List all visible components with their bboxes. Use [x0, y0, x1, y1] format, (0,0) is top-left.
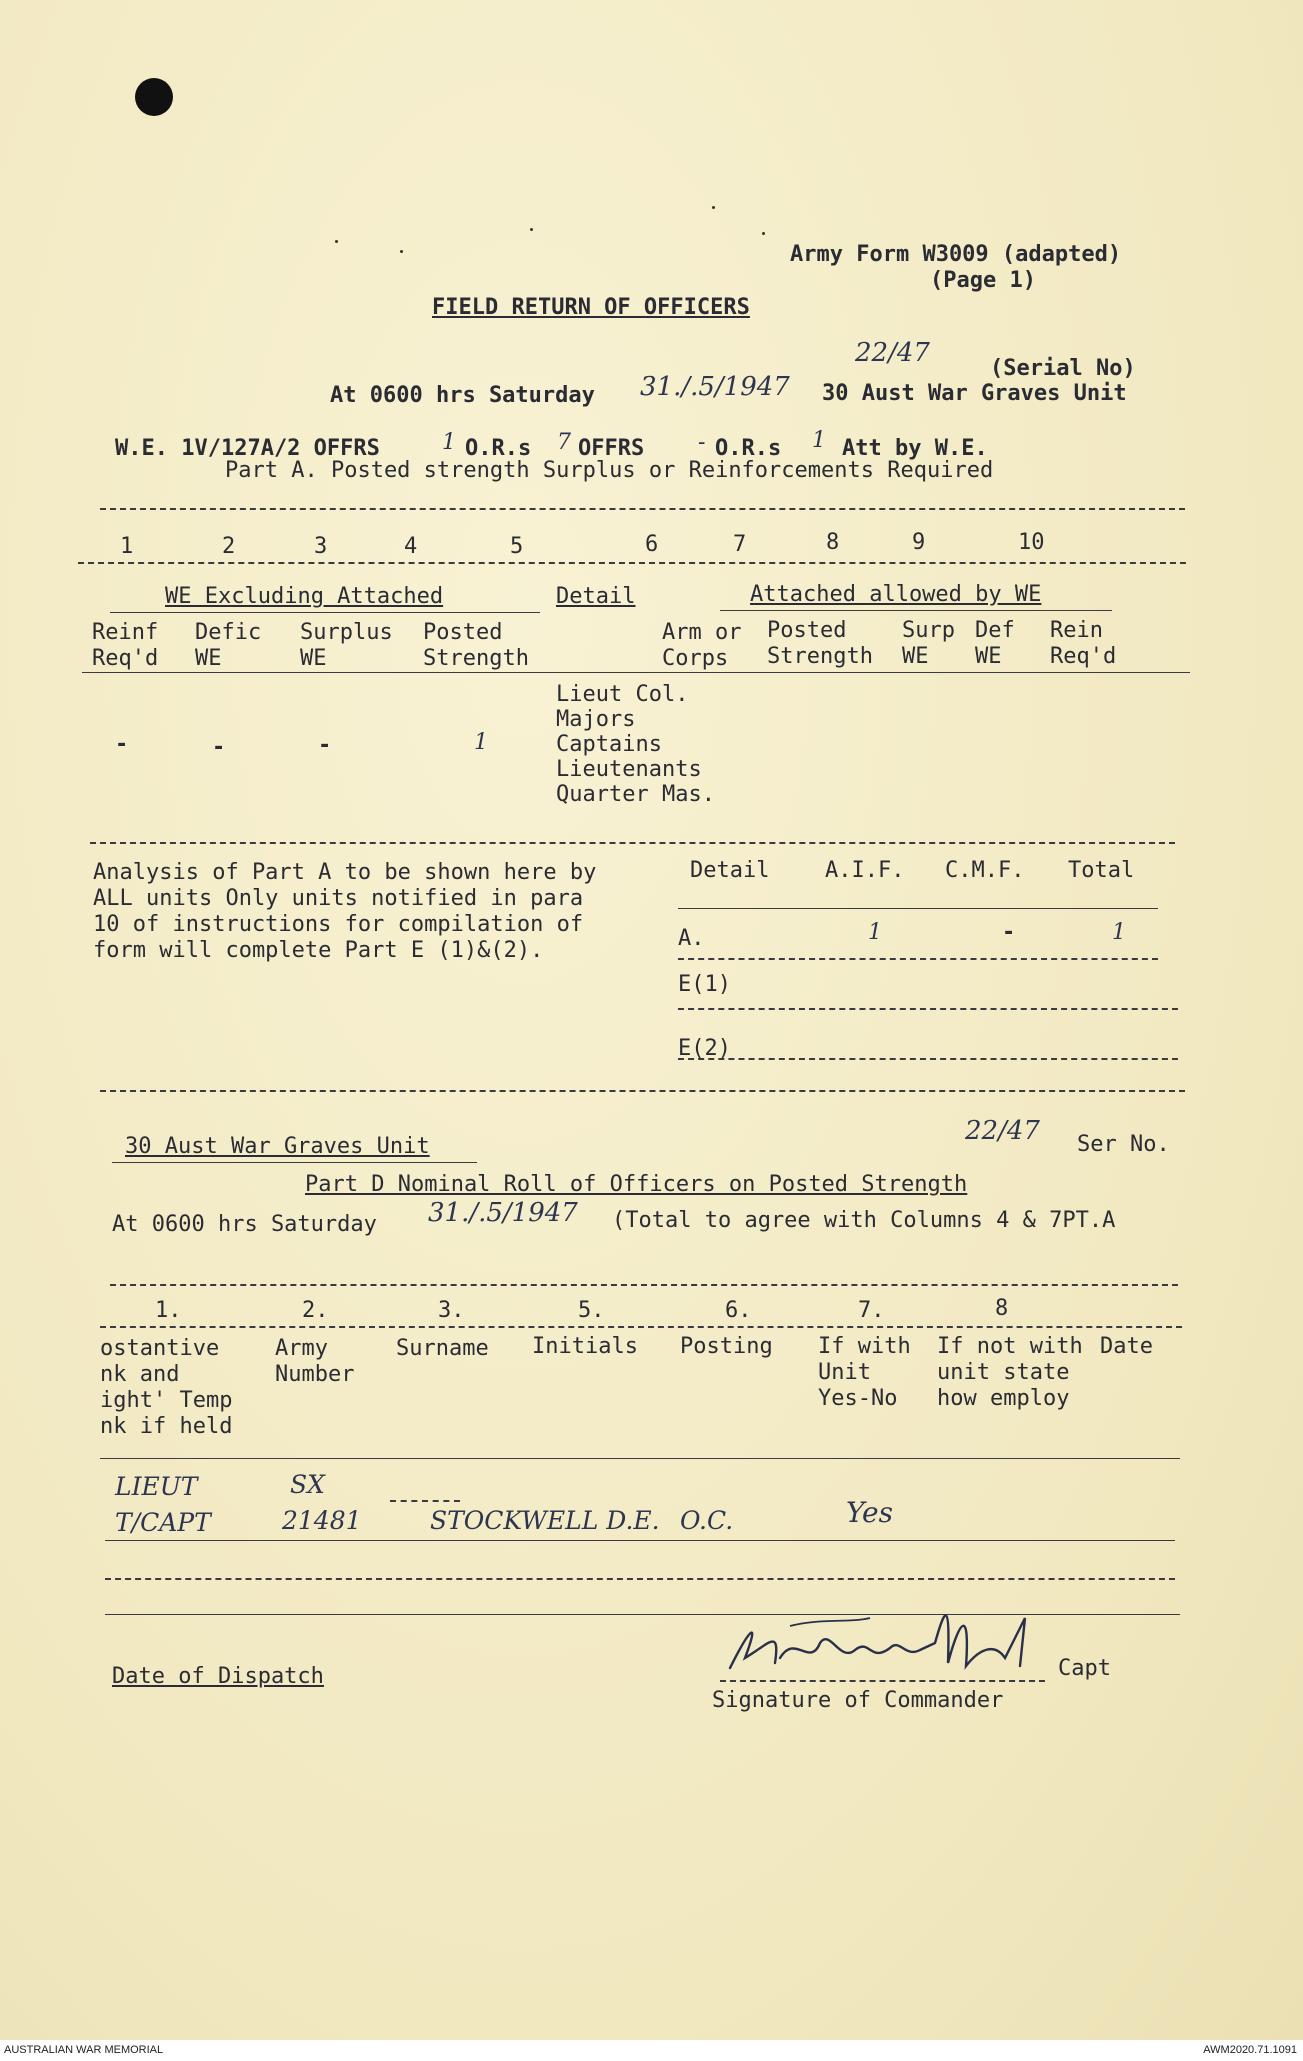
rule: [78, 562, 1186, 564]
rule: [112, 1162, 477, 1163]
analysis-header-detail: Detail: [690, 858, 770, 883]
archive-name: AUSTRALIAN WAR MEMORIAL: [4, 2044, 164, 2056]
speck: [762, 232, 765, 235]
analysis-total-value: 1: [1112, 920, 1126, 945]
rule: [105, 1540, 1175, 1541]
part-a-heading: Part A. Posted strength Surplus or Reinforcements Required: [225, 458, 994, 483]
archive-footer: [0, 2040, 1303, 2061]
col-num: 5: [510, 534, 524, 559]
analysis-header-aif: A.I.F.: [825, 858, 905, 883]
part-d-serial-label: Ser No.: [1077, 1132, 1170, 1157]
entry-surname-initials: STOCKWELL D.E.: [430, 1506, 660, 1535]
entry-with-unit: Yes: [846, 1496, 893, 1529]
col-header-surp: Surp WE: [902, 618, 955, 669]
speck: [712, 206, 715, 209]
value-reinf: -: [115, 732, 129, 757]
speck: [335, 240, 338, 243]
col-header-rank: ostantive nk and ight' Temp nk if held: [100, 1336, 233, 1439]
offrs-count-2: -: [698, 430, 706, 455]
col-num: 7.: [858, 1298, 885, 1323]
rule: [105, 1578, 1175, 1580]
entry-rank-temp: T/CAPT: [115, 1508, 211, 1537]
page-number: (Page 1): [930, 268, 1036, 293]
entry-army-number: 21481: [282, 1506, 362, 1535]
rule: [100, 508, 1185, 510]
col-header-initials: Initials: [532, 1334, 638, 1359]
value-defic: -: [212, 735, 226, 760]
col-header-army-number: Army Number: [275, 1336, 355, 1387]
col-num: 1.: [155, 1298, 182, 1323]
rule: [678, 908, 1158, 909]
form-number: Army Form W3009 (adapted): [790, 242, 1122, 267]
col-header-not-with-unit: If not with unit state how employ: [937, 1334, 1083, 1411]
part-d-date-handwritten: 31./.5/1947: [428, 1198, 578, 1228]
value-surplus: -: [318, 733, 332, 758]
offrs-label-2: OFFRS: [578, 436, 645, 461]
col-header-posting: Posting: [680, 1334, 773, 1359]
part-d-heading: Part D Nominal Roll of Officers on Posted Strength: [305, 1172, 968, 1197]
entry-posting: O.C.: [680, 1506, 734, 1535]
col-header-date: Date: [1100, 1334, 1153, 1359]
part-d-at-line: At 0600 hrs Saturday: [112, 1212, 377, 1237]
ors-label-2: O.R.s: [715, 436, 782, 461]
col-num: 2.: [302, 1298, 329, 1323]
part-d-unit: 30 Aust War Graves Unit: [125, 1134, 430, 1159]
rule: [110, 1284, 1178, 1286]
col-num: 10: [1018, 530, 1045, 555]
group-detail: Detail: [556, 584, 636, 609]
rule: [82, 672, 1190, 673]
part-d-total-note: (Total to agree with Columns 4 & 7PT.A: [612, 1208, 1116, 1233]
ors-count-1: 7: [557, 430, 571, 455]
value-posted: 1: [474, 730, 488, 755]
group-we: WE Excluding Attached: [165, 584, 444, 609]
serial-handwritten: 22/47: [855, 338, 930, 368]
col-num: 1: [120, 534, 134, 559]
date-of-dispatch: Date of Dispatch: [112, 1664, 324, 1689]
group-attached: Attached allowed by WE: [750, 582, 1042, 607]
entry-rank-substantive: LIEUT: [115, 1472, 198, 1501]
analysis-row-label: E(2): [678, 1036, 731, 1061]
part-d-serial: 22/47: [965, 1116, 1040, 1146]
rule: [720, 1680, 1045, 1682]
col-num: 5.: [578, 1298, 605, 1323]
analysis-row-label: A.: [678, 926, 705, 951]
analysis-aif-value: 1: [868, 920, 882, 945]
serial-label: (Serial No): [990, 356, 1136, 381]
rule: [90, 842, 1175, 844]
col-header-rein: Rein Req'd: [1050, 618, 1117, 669]
analysis-row-label: E(1): [678, 972, 731, 997]
archive-ref: AWM2020.71.1091: [1203, 2044, 1297, 2056]
col-header-posted: Posted Strength: [423, 620, 529, 671]
col-num: 7: [733, 532, 747, 557]
rank-lieut-col: Lieut Col.: [556, 682, 689, 707]
rule: [390, 1500, 460, 1502]
punch-hole: [135, 78, 173, 116]
rule: [110, 612, 540, 613]
rank-captains: Captains: [556, 732, 662, 757]
capt-label: Capt: [1058, 1656, 1111, 1681]
rule: [100, 1458, 1180, 1459]
col-header-surname: Surname: [396, 1336, 489, 1361]
rule: [678, 1008, 1178, 1010]
col-header-defic: Defic WE: [195, 620, 262, 671]
col-header-def: Def WE: [975, 618, 1015, 669]
rule: [100, 1090, 1185, 1092]
analysis-text: Analysis of Part A to be shown here by ALL units Only units notified in para 10 of instructions for compilation of form will complete Part E (1)&(2).: [93, 860, 597, 963]
speck: [530, 228, 533, 231]
we-suffix: Att by W.E.: [842, 436, 988, 461]
unit-name: 30 Aust War Graves Unit: [822, 381, 1127, 406]
col-num: 3: [314, 534, 328, 559]
speck: [400, 250, 403, 253]
ors-count-2: 1: [812, 428, 826, 453]
col-num: 6: [645, 532, 659, 557]
col-num: 3.: [438, 1298, 465, 1323]
rule: [678, 958, 1158, 960]
col-num: 9: [912, 530, 926, 555]
rule: [100, 1326, 1182, 1328]
analysis-header-total: Total: [1068, 858, 1135, 883]
col-header-arm: Arm or Corps: [662, 620, 742, 671]
rank-quarter-mas: Quarter Mas.: [556, 782, 715, 807]
col-num: 4: [404, 534, 418, 559]
date-handwritten: 31./.5/1947: [640, 372, 790, 402]
col-header-surplus: Surplus WE: [300, 620, 393, 671]
rank-majors: Majors: [556, 707, 636, 732]
col-num: 8: [995, 1296, 1009, 1321]
col-header-with-unit: If with Unit Yes-No: [818, 1334, 911, 1411]
analysis-cmf-value: -: [1002, 920, 1016, 945]
signature-label: Signature of Commander: [712, 1688, 1004, 1713]
col-num: 8: [826, 530, 840, 555]
col-header-posted2: Posted Strength: [767, 618, 873, 669]
we-prefix: W.E. 1V/127A/2 OFFRS: [115, 436, 380, 461]
offrs-count-1: 1: [442, 430, 456, 455]
rank-lieutenants: Lieutenants: [556, 757, 702, 782]
rule: [678, 1058, 1178, 1060]
col-num: 6.: [725, 1298, 752, 1323]
rule: [720, 610, 1112, 611]
col-num: 2: [222, 534, 236, 559]
col-header-reinf: Reinf Req'd: [92, 620, 159, 671]
form-title: FIELD RETURN OF OFFICERS: [432, 295, 750, 320]
ors-label-1: O.R.s: [465, 436, 532, 461]
at-line: At 0600 hrs Saturday: [330, 383, 595, 408]
analysis-header-cmf: C.M.F.: [945, 858, 1025, 883]
entry-army-prefix: SX: [290, 1470, 325, 1499]
